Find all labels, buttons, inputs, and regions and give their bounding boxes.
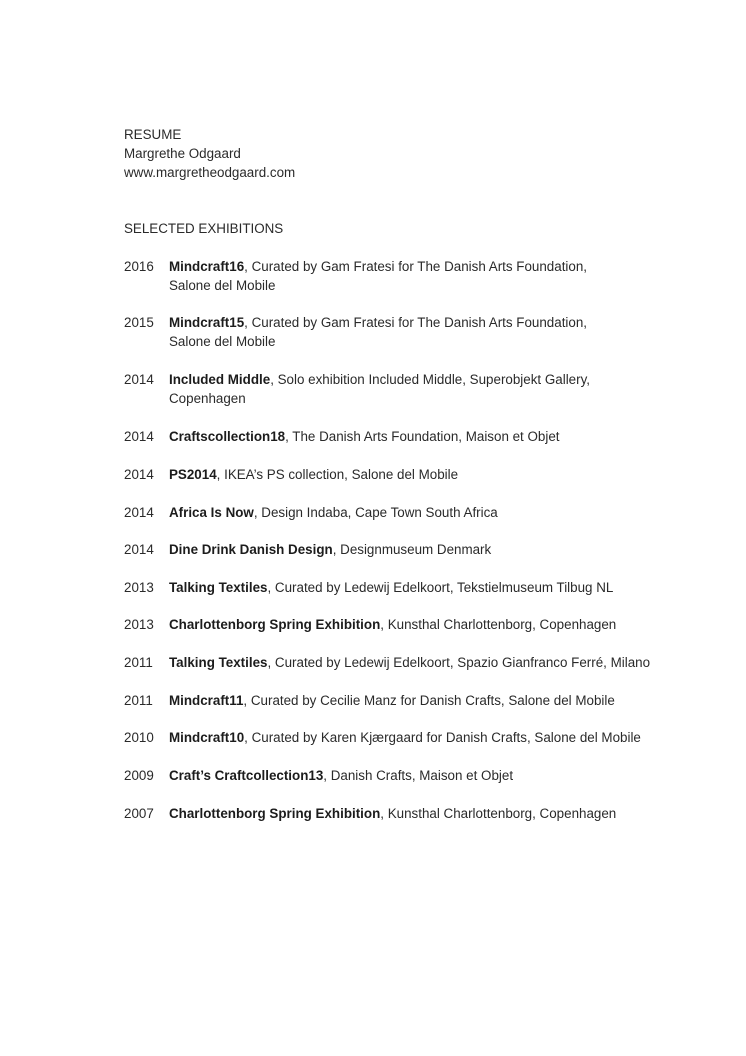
exhibition-title: Dine Drink Danish Design <box>169 542 333 557</box>
exhibition-title: Mindcraft15 <box>169 315 245 330</box>
exhibition-entry <box>124 313 684 351</box>
exhibition-year: 2014 <box>124 542 154 557</box>
exhibition-detail-continued: Salone del Mobile <box>169 278 276 293</box>
exhibition-detail: , Curated by Karen Kjærgaard for Danish Crafts, Salone del Mobile <box>244 730 641 745</box>
exhibition-title: Charlottenborg Spring Exhibition <box>169 806 381 821</box>
exhibition-description <box>169 804 684 823</box>
exhibition-year: 2009 <box>124 768 154 783</box>
exhibition-year: 2014 <box>124 429 154 444</box>
exhibition-entry <box>124 427 684 446</box>
exhibition-description <box>169 728 684 747</box>
exhibition-year: 2007 <box>124 806 154 821</box>
exhibition-title: PS2014 <box>169 467 217 482</box>
exhibition-detail: , Curated by Ledewij Edelkoort, Tekstielmuseum Tilbug NL <box>267 580 614 595</box>
exhibition-line <box>169 578 684 597</box>
exhibition-year: 2013 <box>124 580 154 595</box>
exhibition-title: Craftscollection18 <box>169 429 286 444</box>
exhibition-description <box>169 503 684 522</box>
exhibition-line <box>169 728 684 747</box>
exhibition-title: Africa Is Now <box>169 505 254 520</box>
exhibition-entry <box>124 370 684 408</box>
exhibition-detail: , Danish Crafts, Maison et Objet <box>323 768 514 783</box>
exhibition-year: 2014 <box>124 505 154 520</box>
exhibition-detail: , Curated by Cecilie Manz for Danish Crafts, Salone del Mobile <box>243 693 615 708</box>
exhibition-entry <box>124 615 684 634</box>
exhibition-line <box>169 691 684 710</box>
exhibition-title: Mindcraft16 <box>169 259 245 274</box>
exhibition-line <box>169 427 684 446</box>
exhibition-entry <box>124 728 684 747</box>
exhibition-year: 2014 <box>124 372 154 387</box>
exhibition-description <box>169 370 684 408</box>
author-name: Margrethe Odgaard <box>124 146 241 161</box>
exhibition-entry <box>124 766 684 785</box>
website-link[interactable]: www.margretheodgaard.com <box>124 165 296 180</box>
exhibition-title: Talking Textiles <box>169 580 268 595</box>
exhibition-line <box>169 313 684 332</box>
exhibition-line <box>169 540 684 559</box>
exhibition-description <box>169 766 684 785</box>
resume-header <box>124 125 684 182</box>
exhibition-entry <box>124 465 684 484</box>
exhibition-line <box>169 257 684 276</box>
exhibition-detail: , Solo exhibition Included Middle, Superobjekt Gallery, <box>270 372 591 387</box>
exhibition-year: 2011 <box>124 693 153 708</box>
exhibition-entry <box>124 578 684 597</box>
exhibition-detail: , Kunsthal Charlottenborg, Copenhagen <box>380 806 617 821</box>
exhibition-description <box>169 427 684 446</box>
exhibition-description <box>169 578 684 597</box>
exhibition-detail-continued: Salone del Mobile <box>169 334 276 349</box>
exhibition-detail: , IKEA’s PS collection, Salone del Mobile <box>216 467 459 482</box>
exhibition-year: 2016 <box>124 259 154 274</box>
exhibition-line <box>169 465 684 484</box>
exhibition-year: 2014 <box>124 467 154 482</box>
exhibition-line <box>169 370 684 389</box>
resume-heading: RESUME <box>124 127 182 142</box>
exhibition-detail: , Curated by Ledewij Edelkoort, Spazio Gianfranco Ferré, Milano <box>267 655 651 670</box>
exhibition-detail: , Kunsthal Charlottenborg, Copenhagen <box>380 617 617 632</box>
exhibition-detail-continued: Copenhagen <box>169 391 246 406</box>
exhibition-detail: , The Danish Arts Foundation, Maison et Objet <box>285 429 560 444</box>
section-title: SELECTED EXHIBITIONS <box>124 221 284 236</box>
exhibition-title: Mindcraft11 <box>169 693 244 708</box>
exhibition-description <box>169 653 684 672</box>
exhibition-line <box>169 615 684 634</box>
exhibition-title: Talking Textiles <box>169 655 268 670</box>
exhibition-detail: , Designmuseum Denmark <box>332 542 492 557</box>
exhibition-year: 2011 <box>124 655 153 670</box>
exhibition-description <box>169 691 684 710</box>
exhibition-title: Mindcraft10 <box>169 730 245 745</box>
exhibition-title: Craft’s Craftcollection13 <box>169 768 324 783</box>
exhibition-title: Charlottenborg Spring Exhibition <box>169 617 381 632</box>
exhibition-line <box>169 653 684 672</box>
exhibition-description <box>169 615 684 634</box>
exhibition-year: 2015 <box>124 315 154 330</box>
exhibition-detail: , Curated by Gam Fratesi for The Danish Arts Foundation, <box>244 315 588 330</box>
exhibition-line <box>169 766 684 785</box>
exhibition-description <box>169 257 684 295</box>
exhibition-description <box>169 540 684 559</box>
exhibition-title: Included Middle <box>169 372 271 387</box>
exhibition-year: 2013 <box>124 617 154 632</box>
exhibition-entry <box>124 653 684 672</box>
exhibition-line <box>169 804 684 823</box>
exhibition-entry <box>124 540 684 559</box>
exhibition-detail: , Curated by Gam Fratesi for The Danish Arts Foundation, <box>244 259 588 274</box>
exhibition-description <box>169 313 684 351</box>
exhibition-entry <box>124 503 684 522</box>
exhibition-year: 2010 <box>124 730 154 745</box>
exhibition-entry <box>124 257 684 295</box>
exhibition-line <box>169 503 684 522</box>
exhibition-description <box>169 465 684 484</box>
exhibition-entry <box>124 691 684 710</box>
exhibition-entry <box>124 804 684 823</box>
exhibition-detail: , Design Indaba, Cape Town South Africa <box>253 505 498 520</box>
